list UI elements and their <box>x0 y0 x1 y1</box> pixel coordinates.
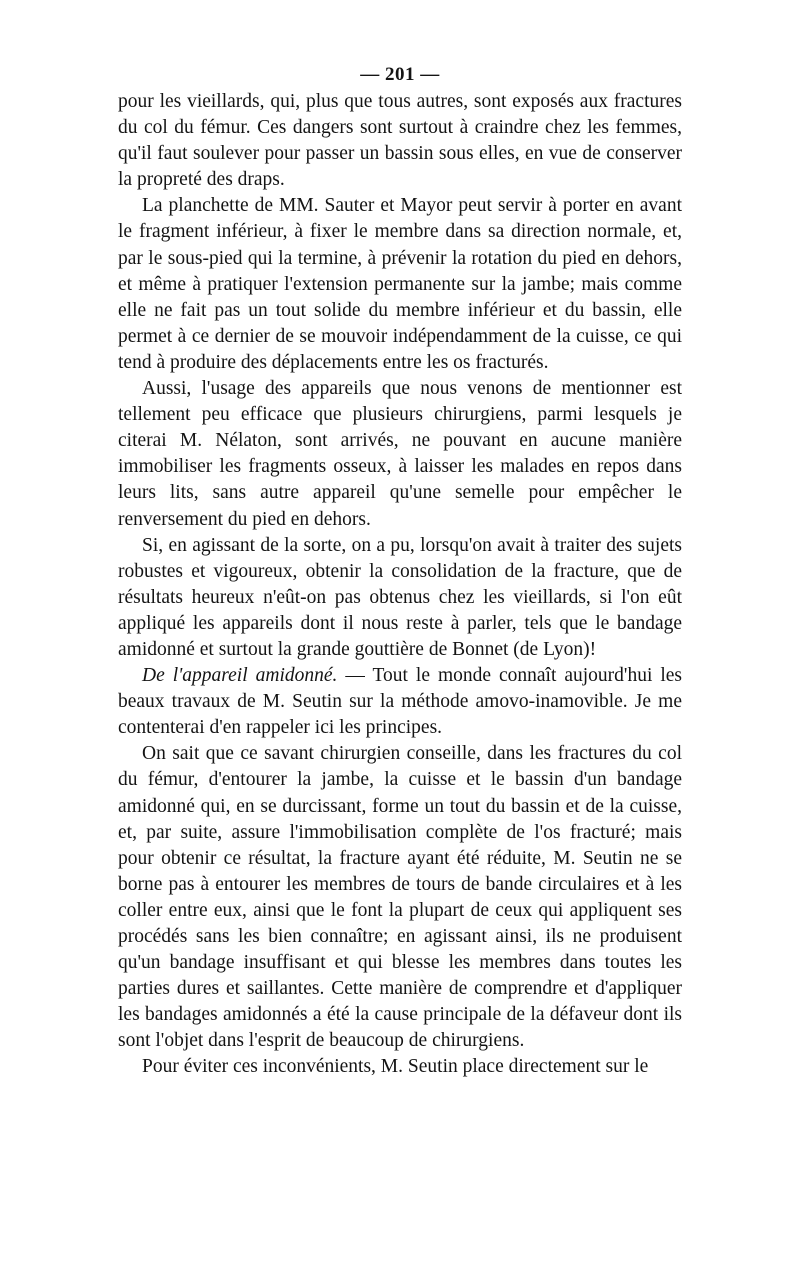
paragraph-1: pour les vieillards, qui, plus que tous autres, sont exposés aux fractures du col du fémur. Ces dangers sont surtout à craindre chez les femmes, qu'il faut soulever pour passer un bassin sous elles, en vue de conserver la propreté des draps. <box>118 91 682 191</box>
paragraph-6: On sait que ce savant chirurgien conseille, dans les fractures du col du fémur, d'entourer la jambe, la cuisse et le bassin d'un bandage amidonné qui, en se durcissant, forme un tout du bassin et de la cuisse, et, par suite, assure l'immobilisation complète de l'os fracturé; mais pour obtenir ce résultat, la fracture ayant été réduite, M. Seutin ne se borne pas à entourer les membres de tours de bande circulaires et à les coller entre eux, ainsi que le font la plupart de ceux qui appliquent ses procédés sans les bien connaître; en agissant ainsi, ils ne produisent qu'un bandage insuffisant et qui blesse les membres dans toutes les parties dures et saillantes. Cette manière de comprendre et d'appliquer les bandages amidonnés a été la cause principale de la défaveur dont ils sont l'objet dans l'esprit de beaucoup de chirurgiens. <box>118 743 682 1052</box>
paragraph-4: Si, en agissant de la sorte, on a pu, lorsqu'on avait à traiter des sujets robustes et vigoureux, obtenir la consolidation de la fracture, que de résultats heureux n'eût-on pas obtenus chez les vieillards, si l'on eût appliqué les appareils dont il nous reste à parler, tels que le bandage amidonné et surtout la grande gouttière de Bonnet (de Lyon)! <box>118 534 682 660</box>
paragraph-3: Aussi, l'usage des appareils que nous venons de mentionner est tellement peu efficace que plusieurs chirurgiens, parmi lesquels je citerai M. Nélaton, sont arrivés, ne pouvant en aucune manière immobiliser les fragments osseux, à laisser les malades en repos dans leurs lits, sans autre appareil qu'une semelle pour empêcher le renversement du pied en dehors. <box>118 378 682 530</box>
page-number: — 201 — <box>360 64 440 85</box>
section-heading: De l'appareil amidonné. <box>142 665 338 687</box>
paragraph-5 <box>118 663 682 741</box>
paragraph-2: La planchette de MM. Sauter et Mayor peut servir à porter en avant le fragment inférieur, à fixer le membre dans sa direction normale, et, par le sous-pied qui la termine, à prévenir la rotation du pied en dehors, et même à pratiquer l'extension permanente sur la jambe; mais comme elle ne fait pas un tout solide du membre inférieur et du bassin, elle permet à ce dernier de se mouvoir indépendamment de la cuisse, ce qui tend à produire des déplacements entre les os fracturés. <box>118 195 682 373</box>
paragraph-5-text: — Tout le monde connaît aujourd'hui les beaux travaux de M. Seutin sur la méthode amovo-inamovible. Je me contenterai d'en rappeler ici les principes. <box>118 665 682 739</box>
book-page <box>118 62 682 1081</box>
paragraph-7: Pour éviter ces inconvénients, M. Seutin place directement sur le <box>142 1056 649 1078</box>
